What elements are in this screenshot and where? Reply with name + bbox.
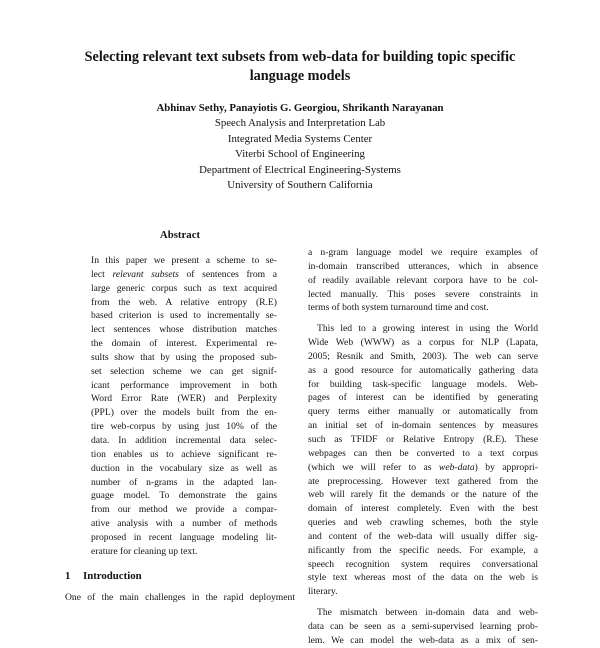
right-column [308,246,538,648]
body-line: speech recognition system requires conversational [308,558,538,570]
abstract-line: guage model. To demonstrate the gains [91,490,277,502]
paragraph [308,606,538,648]
body-line: style text whereas most of the data on the web is [308,572,538,584]
body-line: The mismatch between in-domain data and web- [317,607,538,619]
affiliation-line: Department of Electrical Engineering-Systems [199,163,401,176]
body-line: query terms either manually or automatically from [308,406,538,418]
section-number: 1 [65,570,71,582]
body-line: pages of interest can be identified by generating [308,392,538,404]
body-line: a n-gram language model we require examples of [308,247,538,258]
body-line: This led to a growing interest in using the World [317,323,538,335]
abstract-line: from the web. A relative entropy (R.E) [91,296,277,308]
paragraph [308,246,538,315]
body-line: for building task-specific language models. Web- [308,378,538,390]
abstract-line: Word Error Rate (WER) and Perplexity [91,393,277,405]
abstract-line: duction in the vocabulary size as well as [91,462,277,474]
body-line: terms of both system turnaround time and cost. [308,302,489,314]
abstract-body [91,254,277,559]
body-line: ate preprocessing. However text gathered from the [308,475,538,487]
abstract-line: icant performance improvement in both [91,379,277,391]
affiliation-line: Viterbi School of Engineering [235,148,365,161]
abstract-line: (PPL) over the models built from the en- [91,407,277,419]
abstract-line: In this paper we present a scheme to se- [91,255,277,266]
body-line: nificantly from the specific needs. For example, a [308,544,538,556]
body-line: data can be seen as a semi-supervised learning prob- [308,620,538,632]
body-line: of readily available relevant corpora have to be col- [308,274,538,286]
body-line: such as TFIDF or Relative Entropy (R.E). These [308,433,538,445]
paper-title [60,48,540,86]
abstract-line: based criterion is used to incrementally se- [91,310,277,322]
abstract-line: tion enables us to achieve significant re- [91,448,277,460]
abstract-line: tire web-corpus by using just 10% of the [91,421,277,433]
abstract-line: from our method we provide a compar- [91,504,277,516]
paper-title-line-1: Selecting relevant text subsets from web-data for building topic specific [84,49,516,65]
body-line: lem. We can model the web-data as a mix of sen- [308,634,538,646]
body-line: domain of interest completely. Even with the best [308,503,538,515]
author-block [60,101,540,193]
abstract-line: lect sentences whose distribution matches [91,324,277,336]
paragraph [308,322,538,599]
abstract-line: erature for cleaning up text. [91,545,198,557]
abstract-line: ative analysis with a number of methods [91,518,277,530]
abstract-line: proposed in recent language modeling lit- [91,531,277,543]
abstract-line: number of n-grams in the adapted lan- [91,476,277,488]
body-line: an initial set of in-domain sentences by measures [308,420,538,432]
abstract-line: lect relevant subsets of sentences from a [91,268,277,280]
emphasis-text: web-data [438,461,475,473]
section-heading-introduction [65,570,295,582]
body-line: queries and web crawling schemes, both the style [308,517,538,529]
abstract-line: the domain of interest. Experimental re- [91,338,277,350]
introduction-first-line [65,591,295,605]
paper-title-line-2: language models [249,68,351,84]
affiliation-line: University of Southern California [227,179,373,192]
body-line: One of the main challenges in the rapid deployment [65,592,295,603]
affiliation-line: Integrated Media Systems Center [227,132,373,145]
body-line: as a good resource for automatically gathering data [308,364,538,376]
body-line: webpages can then be converted to a text corpus [308,447,538,459]
author-names: Abhinav Sethy, Panayiotis G. Georgiou, Shrikanth Narayanan [156,102,444,114]
body-line: lected manually. This poses severe constraints in [308,288,538,300]
body-line: Wide Web (WWW) as a corpus for NLP (Lapata, [308,337,538,349]
body-line: 2005; Resnik and Smith, 2003). The web can serve [308,350,538,362]
body-line: web will rarely fit the demands or the nature of the [308,489,538,501]
body-line: (which we will refer to as web-data) by appropri- [308,461,538,473]
abstract-line: sults show that by using the proposed sub- [91,351,277,363]
body-line: and content of the web-data will usually differ sig- [308,530,538,542]
affiliation-line: Speech Analysis and Interpretation Lab [214,117,386,130]
body-line: in-domain transcribed utterances, which in absence [308,260,538,272]
section-title: Introduction [83,570,142,582]
abstract-heading: Abstract [159,229,201,241]
emphasis-text: relevant subsets [112,268,179,280]
body-line: literary. [308,586,338,598]
abstract-line: large generic corpus such as text acquired [91,282,277,294]
abstract-line: data. In addition incremental data selec- [91,434,277,446]
abstract-line: set selection scheme we can get signif- [91,365,277,377]
